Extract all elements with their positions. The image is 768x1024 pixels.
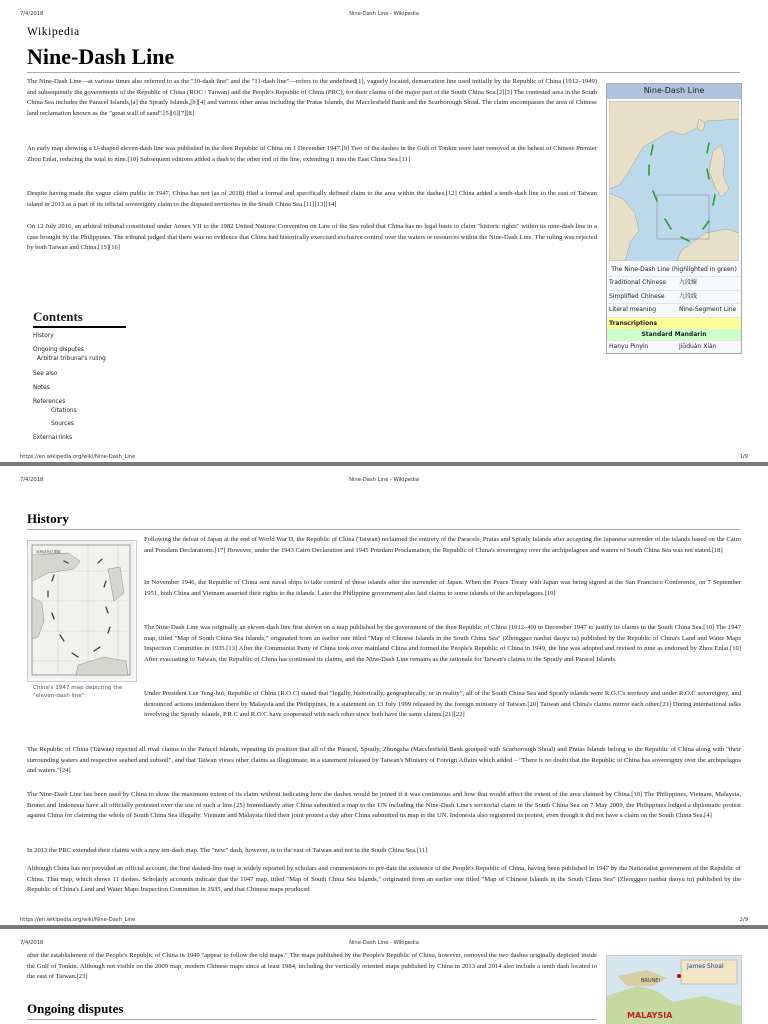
toc-item-notes[interactable]: Notes — [33, 385, 50, 391]
infobox-map-image[interactable] — [609, 101, 739, 261]
history-figure[interactable] — [27, 540, 137, 682]
infobox-row-pinyin — [607, 340, 741, 354]
toc-item-see-also[interactable]: See also — [33, 371, 58, 377]
wikipedia-logo[interactable]: Wikipedia — [27, 26, 80, 38]
ongoing-divider — [27, 1019, 597, 1020]
infobox-title: Nine-Dash Line — [607, 84, 741, 99]
infobox-key: Simplified Chinese — [609, 292, 665, 300]
print-title: Nine-Dash Line - Wikipedia — [349, 11, 419, 17]
continued-paragraph: after the establishment of the People's Republic of China in 1949 "appear to follow the old maps." The maps published by the People's Republic of China, however, removed the two dashes originally depicted inside the Gulf of Tonkin. Although not visible on the 2009 map, modern Chinese maps since at least 1984, including the vertically oriented maps published by China in 2013 and 2014 also include a tenth dash located to the east of Taiwan.[23] — [27, 952, 597, 981]
toc-item-arbitral-ruling[interactable]: Arbitral tribunal's ruling — [37, 356, 106, 362]
history-paragraph-6: The Nine-Dash Line has been used by China to show the maximum extent of its claim without indicating how the dashes would be joined if it was continuous and how that would affect the extent of the area claimed by China.[10] The Philippines, Vietnam, Malaysia, Brunei and Indonesia have all officially protested over the use of such a line.[25] Immediately after China submitted a map to the UN including the Nine-Dash Line's territorial claim in the South China Sea on 7 May 2009, the Philippines lodged a diplomatic protest against China for claiming the whole of South China Sea illegally. Vietnam and Malaysia filed their joint protest a day after China submitted its map to the UN. Indonesia also registered its protest, even though it did not have a claim on the South China Sea.[4] — [27, 791, 741, 820]
infobox-value: Jiǔduàn Xiàn — [679, 342, 717, 350]
history-paragraph-7: In 2013 the PRC extended their claims with a new ten-dash map. The "new" dash, however, is to the east of Taiwan and not in the South China Sea.[11] — [27, 847, 428, 854]
infobox-value: 九段线 — [679, 292, 698, 300]
history-paragraph-8: Although China has not provided an official account, the first dashed-line map is widely reported by scholars and commentators to pre-date the existence of the People's Republic of China, having been published in 1947 by the Nationalist government of the Republic of China. That map, which shows 11 dashes. Scholarly accounts indicate that the 1947 map, titled "Map of South China Sea Islands," originated from an earlier one titled "Map of Chinese Islands in the South China Sea" (Zhongguo nanhai daoyu tu) published by the Republic of China's Land and Water Maps Inspection Committee in 1935, and that Chinese maps produced — [27, 865, 741, 894]
print-date: 7/4/2018 — [20, 477, 44, 483]
page-number: 1/9 — [739, 454, 748, 460]
history-divider — [27, 529, 740, 530]
page-number: 2/9 — [739, 917, 748, 923]
history-paragraph-5: The Republic of China (Taiwan) rejected all rival claims to the Paracel islands, repeating its position that all of the Paracel, Spratly, Zhongsha (Macclesfield Bank grouped with Scarborough Shoal) and Pratas Islands belong to the Republic of China along with "their surrounding waters and respective seabed and subsoil", and that Taiwan views other claims as illegitimate, in a statement released by Taiwan's Ministry of Foreign Affairs which added – "There is no doubt that the Republic of China has sovereignty over the archipelagos and waters."[24] — [27, 746, 741, 775]
infobox-caption: The Nine-Dash Line (highlighted in green) — [611, 266, 737, 273]
infobox-row-literal — [607, 303, 741, 317]
print-title: Nine-Dash Line - Wikipedia — [349, 477, 419, 483]
intro-paragraph-3: Despite having made the vague claim public in 1947, China has not (as of 2018) filed a formal and specifically defined claim to the area within the dashes.[12] China added a tenth-dash line to the east of Taiwan island in 2013 as a part of its official sovereignty claim to the disputed territories in the South China Sea.[11][13][14] — [27, 190, 597, 208]
intro-paragraph-2: An early map showing a U-shaped eleven-dash line was published in the then Republic of China on 1 December 1947.[9] Two of the dashes in the Gulf of Tonkin were later removed at the behest of Chinese Premier Zhou Enlai, reducing the total to nine.[10] Subsequent editions added a dash to the other end of the line, extending it into the East China Sea.[11] — [27, 145, 597, 163]
print-page-1 — [0, 0, 768, 462]
history-paragraph-4a: Under President Lee Teng-hui, Republic of China (R.O.C) stated that "legally, historically, geographically, or in reality", all of the South China Sea and Spratly islands were R.O.C's territory and under R.O.C sovereignty, and denounced actions undertaken there by Malaysia and the Philippines, in a statement on 13 July 1999 released by the foreign ministry of Taiwan.[20] Taiwan and China's claims mirror each other.[21] During international talks involving the Spratly islands, P.R.C and R.O.C have cooperated with each other since both have the same claims.[21][22] — [144, 690, 741, 719]
print-page-2 — [0, 466, 768, 925]
infobox-row-simplified — [607, 290, 741, 304]
map-label-james-shoal: James Shoal — [687, 963, 724, 970]
infobox-value: Nine-Segment Line — [679, 306, 737, 313]
toc-divider — [33, 326, 126, 328]
print-title: Nine-Dash Line - Wikipedia — [349, 940, 419, 946]
toc-item-ongoing-disputes[interactable]: Ongoing disputes — [33, 347, 84, 353]
infobox-standard-mandarin: Standard Mandarin — [607, 329, 741, 340]
borneo-map-image — [607, 956, 741, 1024]
infobox-value: 九段線 — [679, 279, 698, 286]
infobox-transcriptions-header: Transcriptions — [607, 317, 741, 329]
map-1947-image — [28, 541, 134, 679]
page-title: Nine-Dash Line — [27, 44, 175, 69]
print-url: https://en.wikipedia.org/wiki/Nine-Dash_Line — [20, 454, 136, 460]
history-heading: History — [27, 511, 69, 526]
history-paragraph-3: The Nine-Dash Line was originally an eleven-dash line first shown on a map published by the government of the then Republic of China (1912–49) in December 1947 to justify its claims in the South China Sea.[10] The 1947 map, titled "Map of South China Sea Islands," originated from an earlier one titled "Map of Chinese Islands in the South China Sea" (Zhongguo nanhai daoyu tu) published by the Republic of China's Land and Water Maps Inspection Committee in 1935.[13] After the Communist Party of China took over mainland China and formed the People's Republic of China in 1949, the line was adopted and revised to nine as endorsed by Zhou Enlai.[10] After evacuating to Taiwan, the Republic of China has continued its claims, and the Nine-Dash Line remains as the rationale for Taiwan's claims to the Spratly and Paracel Islands. — [144, 624, 741, 663]
intro-paragraph-1: The Nine-Dash Line—at various times also referred to as the "10-dash line" and the "11-dash line"—refers to the undefined[1], vaguely located, demarcation line used initially by the Republic of China (1912–1949) and subsequently the governments of the Republic of China (ROC / Taiwan) and the People's Republic of China (PRC), for their claims of the major part of the South China Sea.[2][3] The contested area in the South China Sea includes the Paracel Islands,[a] the Spratly Islands,[b][4] and various other areas including the Pratas Islands, the Macclesfield Bank and the Scarborough Shoal. The claim encompasses the area of Chinese land reclamation known as the "great wall of sand".[5][6][7][8] — [27, 78, 597, 117]
toc-item-external-links[interactable]: External links — [33, 435, 73, 441]
infobox-key: Traditional Chinese — [609, 279, 667, 286]
james-shoal-map[interactable] — [606, 955, 742, 1024]
toc-item-references[interactable]: References — [33, 399, 66, 405]
toc-item-history[interactable]: History — [33, 333, 54, 339]
map-label-malaysia: MALAYSIA — [627, 1011, 673, 1020]
intro-paragraph-4: On 12 July 2016, an arbitral tribunal constituted under Annex VII to the 1982 United Nations Convention on Law of the Sea ruled that China has no legal basis to claim "historic rights" within its nine-dash line in a case brought by the Philippines. The tribunal judged that there was no evidence that China had historically exercised exclusive control over the waters or resources within the Nine-Dash Line. The ruling was rejected by both Taiwan and China.[15][16] — [27, 223, 597, 252]
print-url: https://en.wikipedia.org/wiki/Nine-Dash_Line — [20, 917, 136, 923]
history-paragraph-2: In November 1946, the Republic of China sent naval ships to take control of these islands after the surrender of Japan. When the Peace Treaty with Japan was being signed at the San Francisco Conference, on 7 September 1951, both China and Vietnam asserted their rights to the islands. Later the Philippine government also laid claims to some islands of the archipelagoes.[19] — [144, 579, 741, 597]
south-china-sea-map — [609, 101, 739, 261]
svg-text:南海諸島位置圖: 南海諸島位置圖 — [36, 550, 61, 554]
print-date: 7/4/2018 — [20, 940, 44, 946]
history-paragraph-1: Following the defeat of Japan at the end of World War II, the Republic of China (Taiwan) reclaimed the entirety of the Paracels, Pratas and Spratly Islands after accepting the Japanese surrender of the islands based on the Cairo and Potsdam Declarations.[17] However, under the 1943 Cairo Declaration and 1945 Potsdam Proclamation, the Republic of China's sovereignty over the archipelagoes and waters of South China Sea was not stated.[18] — [144, 536, 741, 554]
print-page-3 — [0, 929, 768, 1024]
title-divider — [27, 72, 740, 73]
toc-heading: Contents — [33, 309, 83, 324]
toc-item-citations[interactable]: Citations — [51, 408, 77, 414]
toc-item-sources[interactable]: Sources — [51, 421, 74, 427]
infobox-key: Hanyu Pinyin — [609, 342, 649, 350]
infobox-row-traditional — [607, 276, 741, 290]
print-date: 7/4/2018 — [20, 11, 44, 17]
history-figure-caption: China's 1947 map depicting the "eleven-dash line". — [33, 685, 123, 699]
map-label-brunei: BRUNEI — [641, 978, 660, 984]
infobox — [606, 83, 742, 354]
infobox-key: Literal meaning — [609, 306, 657, 313]
ongoing-disputes-heading: Ongoing disputes — [27, 1001, 124, 1016]
